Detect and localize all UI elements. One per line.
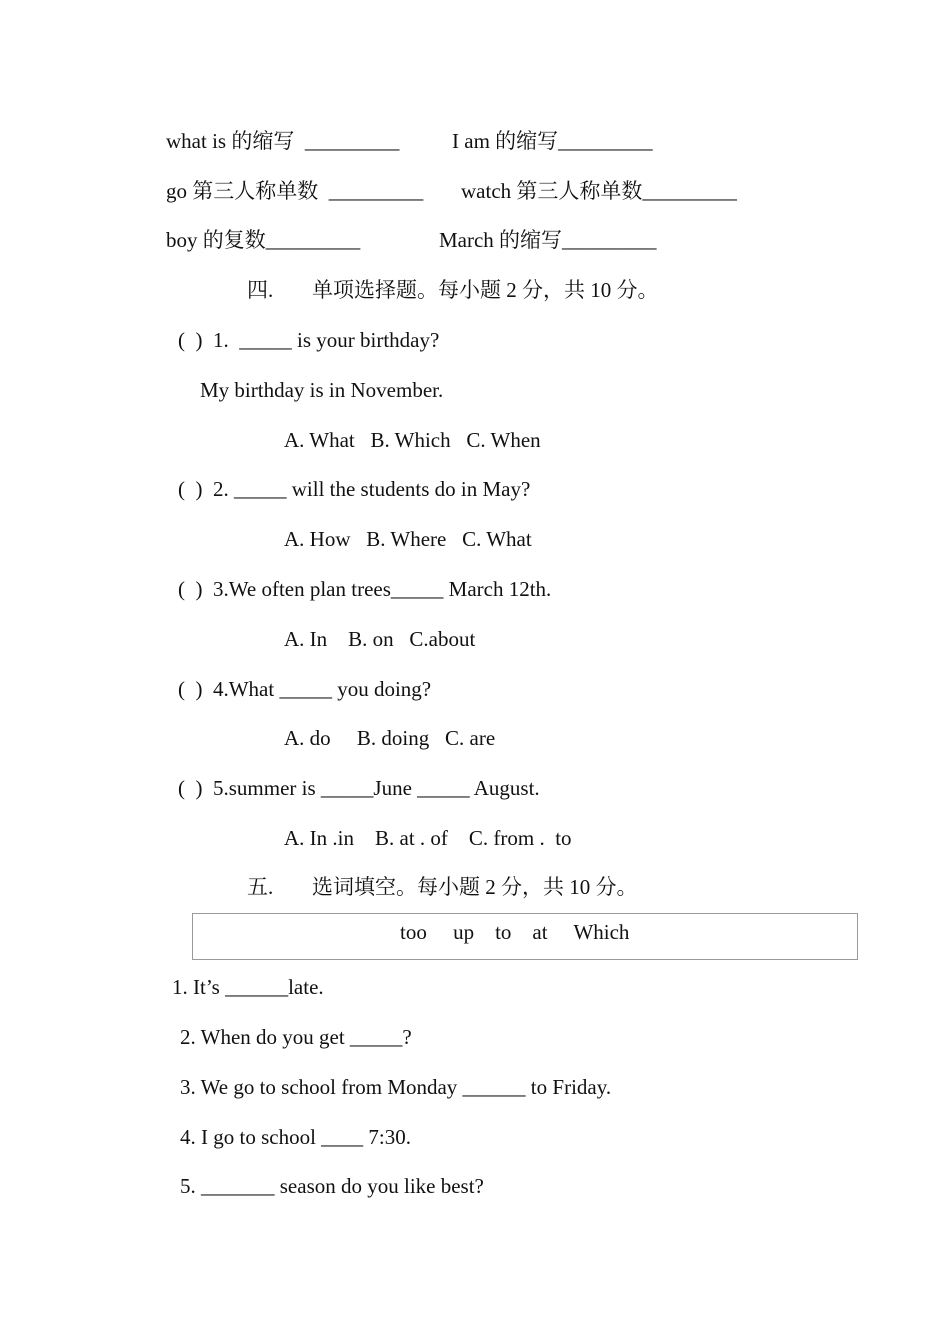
abbr-what-is: what is 的缩写 _________ — [166, 129, 400, 153]
question-4: ( ) 4.What _____ you doing? — [178, 677, 432, 701]
fill-sentence-1: 1. It’s ______late. — [172, 975, 324, 999]
question-4-options: A. do B. doing C. are — [284, 726, 496, 750]
question-1-options: A. What B. Which C. When — [284, 428, 541, 452]
question-2: ( ) 2. _____ will the students do in May? — [178, 477, 531, 501]
question-1: ( ) 1. _____ is your birthday? — [178, 328, 440, 352]
question-3-options: A. In B. on C.about — [284, 627, 476, 651]
section-four-number: 四. — [247, 278, 274, 302]
question-1-answer-line: My birthday is in November. — [200, 378, 444, 402]
abbr-march: March 的缩写_________ — [439, 228, 657, 252]
third-person-watch: watch 第三人称单数_________ — [461, 179, 737, 203]
fill-sentence-2: 2. When do you get _____? — [180, 1025, 412, 1049]
section-five-heading: 选词填空。每小题 2 分，共 10 分。 — [312, 875, 638, 899]
question-3: ( ) 3.We often plan trees_____ March 12th. — [178, 577, 552, 601]
third-person-go: go 第三人称单数 _________ — [166, 179, 424, 203]
question-5: ( ) 5.summer is _____June _____ August. — [178, 776, 540, 800]
section-four-heading: 单项选择题。每小题 2 分，共 10 分。 — [312, 278, 659, 302]
word-bank: too up to at Which — [400, 920, 630, 944]
question-2-options: A. How B. Where C. What — [284, 527, 532, 551]
fill-sentence-5: 5. _______ season do you like best? — [180, 1174, 484, 1198]
abbr-i-am: I am 的缩写_________ — [452, 129, 653, 153]
question-5-options: A. In .in B. at . of C. from . to — [284, 826, 572, 850]
section-five-number: 五. — [247, 875, 274, 899]
plural-boy: boy 的复数_________ — [166, 228, 361, 252]
fill-sentence-4: 4. I go to school ____ 7:30. — [180, 1125, 411, 1149]
fill-sentence-3: 3. We go to school from Monday ______ to Friday. — [180, 1075, 612, 1099]
